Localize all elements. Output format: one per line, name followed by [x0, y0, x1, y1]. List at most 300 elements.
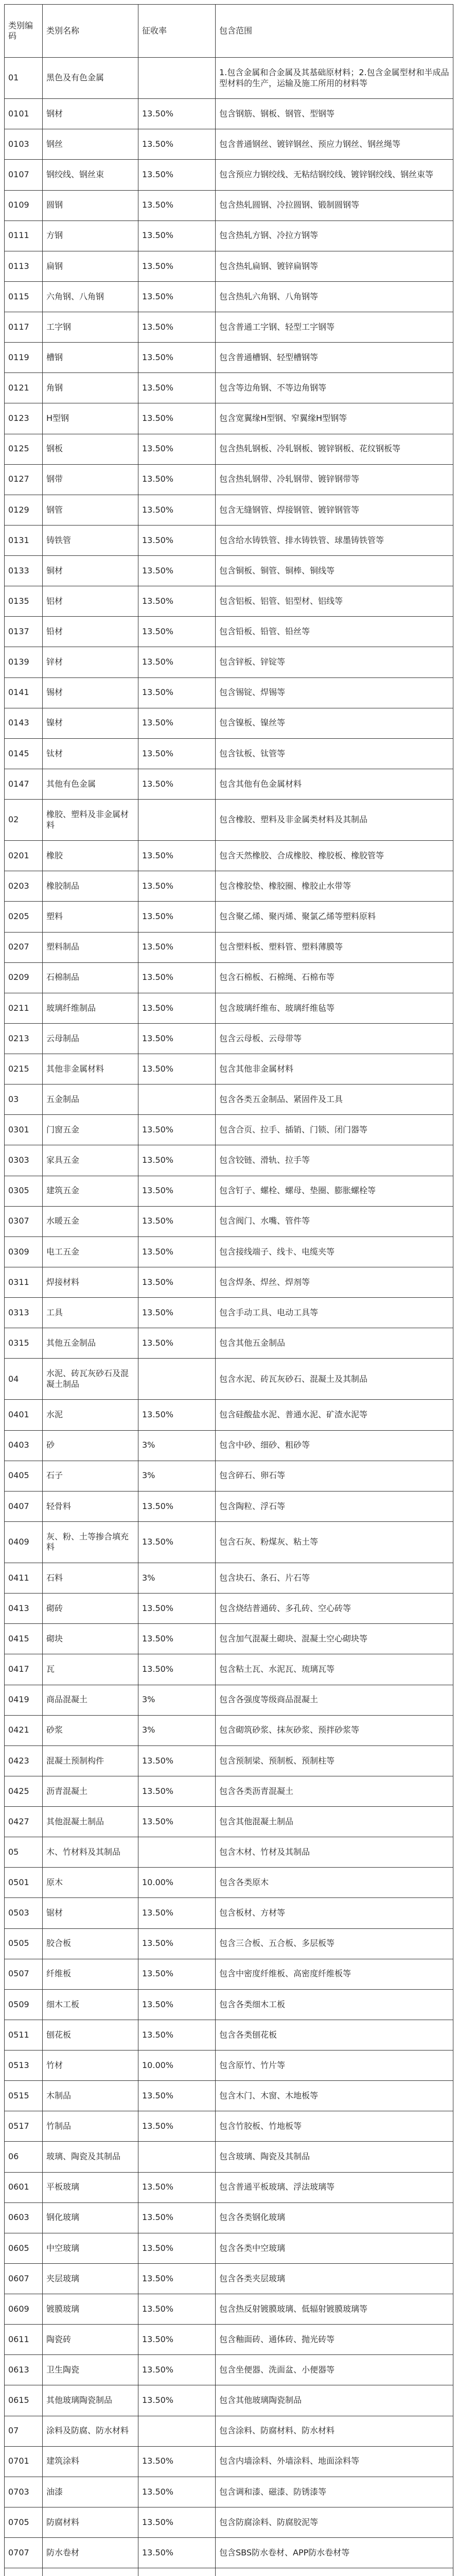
cell-category-code: 0201 — [5, 841, 43, 871]
cell-category-name: 陶瓷砖 — [43, 2325, 138, 2355]
cell-rate: 13.50% — [138, 1400, 216, 1430]
cell-category-code: 07 — [5, 2416, 43, 2446]
cell-category-name: 钛材 — [43, 738, 138, 769]
cell-scope: 包含水泥、砖瓦灰砂石、混凝土及其制品 — [216, 1359, 453, 1400]
cell-scope: 包含焊条、焊丝、焊剂等 — [216, 1267, 453, 1297]
table-row — [5, 871, 453, 902]
cell-category-code: 0703 — [5, 2477, 43, 2507]
cell-scope: 包含热轧六角钢、八角钢等 — [216, 281, 453, 312]
cell-category-code: 0211 — [5, 993, 43, 1023]
cell-scope: 包含给水铸铁管、排水铸铁管、球墨铸铁管等 — [216, 525, 453, 555]
cell-rate: 13.50% — [138, 2081, 216, 2111]
table-row — [5, 1594, 453, 1624]
cell-rate: 13.50% — [138, 251, 216, 281]
cell-category-name: 焊接材料 — [43, 1267, 138, 1297]
cell-scope: 包含三合板、五合板、多层板等 — [216, 1928, 453, 1959]
cell-scope: 包含玻璃纤维布、玻璃纤维毡等 — [216, 993, 453, 1023]
table-row — [5, 343, 453, 373]
cell-rate: 13.50% — [138, 1898, 216, 1928]
cell-category-code: 0503 — [5, 1898, 43, 1928]
cell-scope: 包含粘土瓦、水泥瓦、琉璃瓦等 — [216, 1654, 453, 1685]
table-row — [5, 160, 453, 190]
cell-rate: 13.50% — [138, 160, 216, 190]
table-row — [5, 2172, 453, 2202]
cell-category-name: 石料 — [43, 1563, 138, 1594]
cell-category-name: 刨花板 — [43, 2020, 138, 2050]
table-row — [5, 2263, 453, 2294]
cell-category-name: 防水卷材 — [43, 2538, 138, 2568]
cell-category-code: 0701 — [5, 2446, 43, 2477]
table-row — [5, 586, 453, 617]
table-row — [5, 1989, 453, 2020]
cell-category-code: 0209 — [5, 962, 43, 993]
cell-rate: 13.50% — [138, 586, 216, 617]
cell-rate: 13.50% — [138, 617, 216, 647]
cell-category-name: 防腐材料 — [43, 2507, 138, 2537]
cell-category-code: 0125 — [5, 434, 43, 464]
cell-rate: 13.50% — [138, 434, 216, 464]
table-row — [5, 556, 453, 586]
cell-category-code: 0147 — [5, 769, 43, 799]
cell-scope: 包含硅酸盐水泥、普通水泥、矿渣水泥等 — [216, 1400, 453, 1430]
table-row — [5, 932, 453, 962]
table-row — [5, 1430, 453, 1461]
cell-rate: 13.50% — [138, 1521, 216, 1563]
table-row — [5, 2081, 453, 2111]
cell-category-code: 0205 — [5, 902, 43, 932]
cell-rate: 13.50% — [138, 1776, 216, 1806]
cell-scope: 包含热轧钢带、冷轧钢带、镀锌钢带等 — [216, 464, 453, 495]
cell-category-code: 0301 — [5, 1115, 43, 1145]
cell-rate: 13.50% — [138, 2263, 216, 2294]
cell-category-code: 0121 — [5, 373, 43, 403]
cell-category-name: 钢带 — [43, 464, 138, 495]
cell-rate — [138, 1359, 216, 1400]
cell-scope: 包含普通槽钢、轻型槽钢等 — [216, 343, 453, 373]
table-row — [5, 251, 453, 281]
cell-scope: 包含热轧方钢、冷拉方钢等 — [216, 221, 453, 251]
cell-category-name: 橡胶、塑料及非金属材料 — [43, 800, 138, 841]
cell-category-code: 0213 — [5, 1023, 43, 1054]
cell-rate: 13.50% — [138, 993, 216, 1023]
cell-scope: 包含云母板、云母带等 — [216, 1023, 453, 1054]
table-row — [5, 1745, 453, 1776]
cell-category-name: 卫生陶瓷 — [43, 2355, 138, 2385]
cell-rate: 13.50% — [138, 902, 216, 932]
cell-category-code: 0615 — [5, 2385, 43, 2416]
cell-rate: 13.50% — [138, 1115, 216, 1145]
cell-category-code: 0603 — [5, 2202, 43, 2233]
cell-category-code: 0509 — [5, 1989, 43, 2020]
cell-rate: 13.50% — [138, 2446, 216, 2477]
table-row — [5, 2142, 453, 2172]
table-row — [5, 617, 453, 647]
cell-category-code: 0109 — [5, 190, 43, 221]
table-row — [5, 1837, 453, 1868]
table-row — [5, 962, 453, 993]
cell-scope: 包含天然橡胶、合成橡胶、橡胶板、橡胶管等 — [216, 841, 453, 871]
cell-category-name: 中空玻璃 — [43, 2233, 138, 2263]
cell-category-code: 0307 — [5, 1206, 43, 1236]
table-row — [5, 1145, 453, 1176]
cell-rate: 13.50% — [138, 1236, 216, 1267]
cell-scope: 包含合页、拉手、插销、门锁、闭门器等 — [216, 1115, 453, 1145]
cell-category-name: 纤维板 — [43, 1959, 138, 1989]
cell-rate: 10.00% — [138, 2050, 216, 2081]
cell-rate: 13.50% — [138, 2111, 216, 2142]
table-row — [5, 1359, 453, 1400]
cell-category-code: 0415 — [5, 1624, 43, 1654]
table-row — [5, 281, 453, 312]
cell-rate — [138, 2142, 216, 2172]
cell-category-name: 铝材 — [43, 586, 138, 617]
cell-category-name: 沥青混凝土 — [43, 1776, 138, 1806]
cell-rate: 13.50% — [138, 2385, 216, 2416]
cell-category-code: 0405 — [5, 1461, 43, 1491]
cell-category-code: 0101 — [5, 99, 43, 129]
cell-rate: 13.50% — [138, 2507, 216, 2537]
cell-category-code: 0511 — [5, 2020, 43, 2050]
table-row — [5, 1491, 453, 1521]
cell-scope: 包含各类夹层玻璃 — [216, 2263, 453, 2294]
table-row — [5, 1267, 453, 1297]
cell-rate: 13.50% — [138, 403, 216, 434]
cell-scope: 包含各类细木工板 — [216, 1989, 453, 2020]
table-row — [5, 2325, 453, 2355]
cell-scope: 包含锌板、锌锭等 — [216, 647, 453, 677]
cell-rate: 13.50% — [138, 2172, 216, 2202]
cell-category-name: 其他玻璃陶瓷制品 — [43, 2385, 138, 2416]
cell-category-code: 0203 — [5, 871, 43, 902]
cell-rate: 13.50% — [138, 1745, 216, 1776]
cell-category-name: 夹层玻璃 — [43, 2263, 138, 2294]
cell-category-name: 扁钢 — [43, 251, 138, 281]
cell-scope: 包含竹胶板、竹地板等 — [216, 2111, 453, 2142]
cell-category-name: 涂料及防腐、防水材料 — [43, 2416, 138, 2446]
cell-rate — [138, 1837, 216, 1868]
cell-scope: 包含烧结普通砖、多孔砖、空心砖等 — [216, 1594, 453, 1624]
cell-scope: 包含块石、条石、片石等 — [216, 1563, 453, 1594]
table-row — [5, 2385, 453, 2416]
cell-category-code: 0501 — [5, 1868, 43, 1898]
cell-scope: 包含玻璃、陶瓷及其制品 — [216, 2142, 453, 2172]
table-row — [5, 993, 453, 1023]
table-row — [5, 1959, 453, 1989]
cell-category-code: 0515 — [5, 2081, 43, 2111]
table-row — [5, 190, 453, 221]
cell-scope: 包含内墙涂料、外墙涂料、地面涂料等 — [216, 2446, 453, 2477]
cell-rate: 13.50% — [138, 1959, 216, 1989]
table-row — [5, 1084, 453, 1115]
cell-scope: 包含接线端子、线卡、电缆夹等 — [216, 1236, 453, 1267]
cell-category-name: 竹材 — [43, 2050, 138, 2081]
cell-rate: 13.50% — [138, 2020, 216, 2050]
cell-scope: 包含各类原木 — [216, 1868, 453, 1898]
cell-scope: 包含铝板、铝管、铝型材、铝线等 — [216, 586, 453, 617]
cell-rate: 13.50% — [138, 1928, 216, 1959]
cell-category-code: 0131 — [5, 525, 43, 555]
cell-scope: 1.包含金属和合金属及其基础原材料；2.包含金属型材和半成品型材料的生产，运输及施工所用的材料等 — [216, 58, 453, 99]
table-row — [5, 1928, 453, 1959]
cell-rate — [138, 58, 216, 99]
cell-category-name: 其他五金制品 — [43, 1328, 138, 1359]
table-row — [5, 2233, 453, 2263]
cell-rate — [138, 2416, 216, 2446]
cell-category-name: 水泥、砖瓦灰砂石及混凝土制品 — [43, 1359, 138, 1400]
cell-scope: 包含原竹、竹片等 — [216, 2050, 453, 2081]
table-row — [5, 1654, 453, 1685]
cell-rate: 13.50% — [138, 2477, 216, 2507]
cell-scope: 包含预制梁、预制板、预制柱等 — [216, 1745, 453, 1776]
cell-rate: 13.50% — [138, 2538, 216, 2568]
cell-scope: 包含钢筋、钢板、钢管、型钢等 — [216, 99, 453, 129]
table-row — [5, 2568, 453, 2576]
cell-category-code: 0111 — [5, 221, 43, 251]
cell-category-name: 塑料制品 — [43, 932, 138, 962]
cell-category-name: 铸铁管 — [43, 525, 138, 555]
cell-scope: 包含SBS防水卷材、APP防水卷材等 — [216, 2538, 453, 2568]
table-row — [5, 312, 453, 343]
cell-category-code: 0607 — [5, 2263, 43, 2294]
table-row — [5, 1563, 453, 1594]
table-body — [5, 58, 453, 2576]
cell-category-code: 0705 — [5, 2507, 43, 2537]
cell-rate: 13.50% — [138, 962, 216, 993]
cell-category-code: 0419 — [5, 1685, 43, 1715]
cell-category-name: 橡胶 — [43, 841, 138, 871]
table-row — [5, 841, 453, 871]
table-row — [5, 2446, 453, 2477]
cell-category-code: 0601 — [5, 2172, 43, 2202]
cell-scope: 包含各强度等级商品混凝土 — [216, 1685, 453, 1715]
cell-category-code: 0605 — [5, 2233, 43, 2263]
cell-category-name: 砌块 — [43, 1624, 138, 1654]
cell-scope: 包含各类钢化玻璃 — [216, 2202, 453, 2233]
cell-category-code: 04 — [5, 1359, 43, 1400]
cell-scope: 包含塑料板、塑料管、塑料薄膜等 — [216, 932, 453, 962]
cell-category-code: 0117 — [5, 312, 43, 343]
table-row — [5, 1624, 453, 1654]
cell-category-code: 0315 — [5, 1328, 43, 1359]
cell-category-code — [5, 2568, 43, 2576]
cell-rate: 13.50% — [138, 1298, 216, 1328]
cell-rate: 3% — [138, 1430, 216, 1461]
cell-category-code: 0313 — [5, 1298, 43, 1328]
cell-category-code: 0103 — [5, 129, 43, 160]
cell-scope: 包含石灰、粉煤灰、粘土等 — [216, 1521, 453, 1563]
cell-category-name: 工具 — [43, 1298, 138, 1328]
cell-rate: 13.50% — [138, 1176, 216, 1206]
cell-category-code: 0507 — [5, 1959, 43, 1989]
cell-scope: 包含钉子、螺栓、螺母、垫圈、膨胀螺栓等 — [216, 1176, 453, 1206]
table-row — [5, 1685, 453, 1715]
cell-rate: 13.50% — [138, 1328, 216, 1359]
table-row — [5, 2507, 453, 2537]
cell-rate: 13.50% — [138, 1145, 216, 1176]
cell-category-name: 槽钢 — [43, 343, 138, 373]
table-row — [5, 1054, 453, 1084]
table-row — [5, 1400, 453, 1430]
cell-category-code: 0409 — [5, 1521, 43, 1563]
cell-scope: 包含釉面砖、通体砖、抛光砖等 — [216, 2325, 453, 2355]
table-row — [5, 1206, 453, 1236]
table-row — [5, 1461, 453, 1491]
table-row — [5, 738, 453, 769]
cell-scope: 包含其他玻璃陶瓷制品 — [216, 2385, 453, 2416]
cell-category-name: 玻璃、陶瓷及其制品 — [43, 2142, 138, 2172]
cell-category-name: 石棉制品 — [43, 962, 138, 993]
cell-category-code: 0427 — [5, 1807, 43, 1837]
cell-category-code: 0113 — [5, 251, 43, 281]
cell-category-name: 石子 — [43, 1461, 138, 1491]
cell-rate: 10.00% — [138, 1868, 216, 1898]
cell-category-name: 胶合板 — [43, 1928, 138, 1959]
cell-rate: 13.50% — [138, 2355, 216, 2385]
cell-category-name: H型钢 — [43, 403, 138, 434]
cell-category-name: 平板玻璃 — [43, 2172, 138, 2202]
cell-category-name: 五金制品 — [43, 1084, 138, 1115]
cell-category-name: 砂浆 — [43, 1715, 138, 1745]
cell-scope: 包含预应力钢绞线、无粘结钢绞线、镀锌钢绞线、钢丝束等 — [216, 160, 453, 190]
cell-category-code: 0411 — [5, 1563, 43, 1594]
cell-category-code: 0417 — [5, 1654, 43, 1685]
cell-scope: 包含木材、竹材及其制品 — [216, 1837, 453, 1868]
cell-category-name: 混凝土预制构件 — [43, 1745, 138, 1776]
table-row — [5, 434, 453, 464]
cell-category-code: 0119 — [5, 343, 43, 373]
cell-scope: 包含镍板、镍丝等 — [216, 708, 453, 738]
cell-category-name: 镍材 — [43, 708, 138, 738]
cell-scope: 包含加气混凝土砌块、混凝土空心砌块等 — [216, 1624, 453, 1654]
cell-category-code: 0311 — [5, 1267, 43, 1297]
cell-category-code: 0135 — [5, 586, 43, 617]
cell-category-code: 0609 — [5, 2294, 43, 2325]
table-row — [5, 2202, 453, 2233]
table-row — [5, 525, 453, 555]
cell-category-code: 0123 — [5, 403, 43, 434]
cell-category-name: 家具五金 — [43, 1145, 138, 1176]
cell-scope: 包含石棉板、石棉绳、石棉布等 — [216, 962, 453, 993]
cell-category-code: 0141 — [5, 677, 43, 708]
cell-scope: 包含板材、方材等 — [216, 1898, 453, 1928]
cell-category-code: 0303 — [5, 1145, 43, 1176]
cell-category-name: 木、竹材料及其制品 — [43, 1837, 138, 1868]
cell-category-code: 0613 — [5, 2355, 43, 2385]
table-row — [5, 464, 453, 495]
cell-category-code: 01 — [5, 58, 43, 99]
cell-scope: 包含钛板、钛管等 — [216, 738, 453, 769]
table-row — [5, 1328, 453, 1359]
table-row — [5, 1298, 453, 1328]
cell-rate: 13.50% — [138, 221, 216, 251]
cell-scope: 包含铰链、滑轨、拉手等 — [216, 1145, 453, 1176]
cell-rate: 13.50% — [138, 99, 216, 129]
cell-scope: 包含热轧扁钢、镀锌扁钢等 — [216, 251, 453, 281]
table-row — [5, 902, 453, 932]
cell-scope: 包含坐便器、洗面盆、小便器等 — [216, 2355, 453, 2385]
table-row — [5, 129, 453, 160]
cell-rate: 13.50% — [138, 556, 216, 586]
cell-rate: 13.50% — [138, 841, 216, 871]
cell-scope: 包含其他五金制品 — [216, 1328, 453, 1359]
table-row — [5, 2538, 453, 2568]
cell-category-code: 0207 — [5, 932, 43, 962]
cell-scope: 包含其他有色金属材料 — [216, 769, 453, 799]
cell-rate: 13.50% — [138, 343, 216, 373]
table-row — [5, 58, 453, 99]
cell-category-code: 0107 — [5, 160, 43, 190]
cell-rate: 13.50% — [138, 190, 216, 221]
table-row — [5, 677, 453, 708]
cell-rate: 13.50% — [138, 647, 216, 677]
cell-category-code: 05 — [5, 1837, 43, 1868]
cell-scope: 包含热反射镀膜玻璃、低辐射镀膜玻璃等 — [216, 2294, 453, 2325]
cell-category-code: 0517 — [5, 2111, 43, 2142]
cell-rate: 13.50% — [138, 1023, 216, 1054]
table-row — [5, 2355, 453, 2385]
table-row — [5, 1898, 453, 1928]
cell-category-code: 06 — [5, 2142, 43, 2172]
cell-category-code: 0215 — [5, 1054, 43, 1084]
cell-scope: 包含锡锭、焊锡等 — [216, 677, 453, 708]
cell-category-code: 0611 — [5, 2325, 43, 2355]
cell-scope: 包含各类沥青混凝土 — [216, 1776, 453, 1806]
cell-rate: 13.50% — [138, 932, 216, 962]
cell-rate: 13.50% — [138, 2202, 216, 2233]
cell-category-name: 钢板 — [43, 434, 138, 464]
table-row — [5, 647, 453, 677]
cell-category-name: 商品混凝土 — [43, 1685, 138, 1715]
cell-category-code: 0423 — [5, 1745, 43, 1776]
cell-category-name: 油漆 — [43, 2477, 138, 2507]
table-row — [5, 1807, 453, 1837]
cell-category-code: 0421 — [5, 1715, 43, 1745]
table-row — [5, 800, 453, 841]
cell-rate: 13.50% — [138, 1594, 216, 1624]
header-category-name: 类别名称 — [43, 5, 138, 58]
cell-scope: 包含中密度纤维板、高密度纤维板等 — [216, 1959, 453, 1989]
cell-category-name: 云母制品 — [43, 1023, 138, 1054]
cell-rate: 13.50% — [138, 677, 216, 708]
cell-scope: 包含各类刨花板 — [216, 2020, 453, 2050]
cell-category-name: 原木 — [43, 1868, 138, 1898]
table-header — [5, 5, 453, 58]
cell-category-name: 竹制品 — [43, 2111, 138, 2142]
rate-table — [4, 4, 453, 2576]
cell-rate: 3% — [138, 1685, 216, 1715]
cell-category-name: 木制品 — [43, 2081, 138, 2111]
cell-scope: 包含木门、木窗、木地板等 — [216, 2081, 453, 2111]
cell-scope: 包含铅板、铅管、铅丝等 — [216, 617, 453, 647]
cell-scope: 包含陶粒、浮石等 — [216, 1491, 453, 1521]
table-row — [5, 769, 453, 799]
cell-scope: 包含无缝钢管、焊接钢管、镀锌钢管等 — [216, 495, 453, 525]
cell-rate: 13.50% — [138, 2233, 216, 2263]
cell-scope: 包含热轧圆钢、冷拉圆钢、锻制圆钢等 — [216, 190, 453, 221]
table-row — [5, 1023, 453, 1054]
cell-scope: 包含涂料、防腐材料、防水材料 — [216, 2416, 453, 2446]
cell-rate: 13.50% — [138, 281, 216, 312]
cell-category-name: 六角钢、八角钢 — [43, 281, 138, 312]
cell-category-code: 0145 — [5, 738, 43, 769]
cell-rate: 13.50% — [138, 1807, 216, 1837]
cell-category-code: 0707 — [5, 2538, 43, 2568]
table-row — [5, 1715, 453, 1745]
cell-scope: 包含中砂、细砂、粗砂等 — [216, 1430, 453, 1461]
cell-category-name: 钢材 — [43, 99, 138, 129]
cell-category-name: 水泥 — [43, 1400, 138, 1430]
cell-scope: 包含其他混凝土制品 — [216, 1807, 453, 1837]
